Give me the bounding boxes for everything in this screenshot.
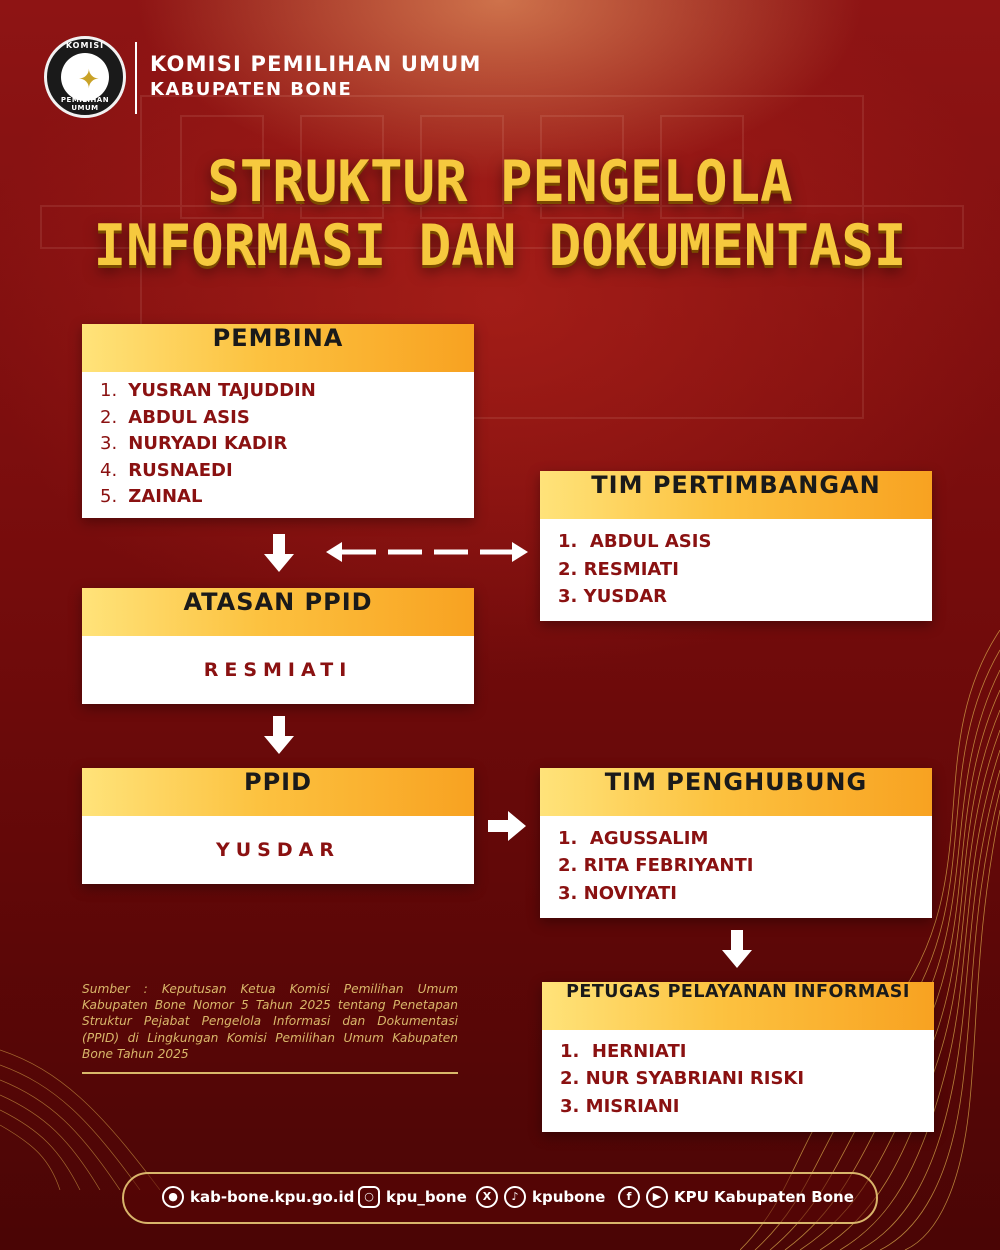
logo-bottom-text: PEMILIHAN UMUM [60,96,110,112]
petugas-heading: PETUGAS PELAYANAN INFORMASI [542,982,934,1030]
page-title-line1: STRUKTUR PENGELOLA [207,148,793,215]
item-number: 2. [558,559,578,580]
kpu-logo [44,36,126,118]
item-number: 3. [558,586,578,607]
pembina-heading: PEMBINA [82,324,474,372]
list-item [560,1068,804,1089]
item-name: RITA FEBRIYANTI [583,855,754,876]
page-title-line2: INFORMASI DAN DOKUMENTASI [93,212,907,279]
atasan-ppid-name: RESMIATI [203,659,353,681]
item-name: NUR SYABRIANI RISKI [585,1068,805,1089]
instagram-icon[interactable]: ○ [358,1186,380,1208]
item-name: HERNIATI [591,1041,687,1062]
logo-top-text: KOMISI [65,41,105,50]
website-link[interactable]: kab-bone.kpu.go.id [190,1188,355,1206]
item-name: RUSNAEDI [128,460,233,481]
item-number: 5. [100,486,118,507]
item-number: 2. [100,407,118,428]
tiktok-icon[interactable]: ♪ [504,1186,526,1208]
gold-wave-decoration [740,630,1000,1250]
item-number: 3. [560,1096,580,1117]
item-number: 1. [558,531,578,552]
item-name: MISRIANI [585,1096,680,1117]
footer-social-bar [122,1172,878,1224]
org-subtitle: KABUPATEN BONE [150,79,353,100]
item-number: 1. [560,1041,580,1062]
list-item [100,460,233,481]
x-icon[interactable]: X [476,1186,498,1208]
item-name: RESMIATI [583,559,679,580]
item-name: NOVIYATI [583,883,677,904]
ppid-name: YUSDAR [216,839,340,861]
arrow-down-icon [264,716,294,754]
org-name: KOMISI PEMILIHAN UMUM [150,52,482,76]
header-divider [135,42,137,114]
list-item [558,855,753,876]
list-item [558,559,679,580]
list-item [100,486,202,507]
item-name: YUSDAR [583,586,668,607]
item-number: 1. [100,380,118,401]
list-item [100,433,287,454]
arrow-right-icon [488,811,526,841]
list-item [100,380,316,401]
arrow-down-icon [722,930,752,968]
fb-youtube-handle[interactable]: KPU Kabupaten Bone [674,1188,854,1206]
item-number: 1. [558,828,578,849]
item-number: 2. [560,1068,580,1089]
tim-pertimbangan-heading: TIM PERTIMBANGAN [540,471,932,519]
tim-penghubung-box [540,768,932,918]
atasan-ppid-heading: ATASAN PPID [82,588,474,636]
x-tiktok-handle[interactable]: kpubone [532,1188,606,1206]
item-number: 4. [100,460,118,481]
garuda-icon: ✦ [78,65,100,95]
tim-pertimbangan-box [540,471,932,621]
item-name: ZAINAL [128,486,203,507]
pembina-box [82,324,474,518]
list-item [558,883,677,904]
source-note: Sumber : Keputusan Ketua Komisi Pemilihan Umum Kabupaten Bone Nomor 5 Tahun 2025 tentang Penetapan Struktur Pejabat Pengelola Informasi dan Dokumentasi (PPID) di Lingkungan Komisi Pemilihan Umum Kabupaten Bone Tahun 2025 [82,982,458,1061]
item-number: 2. [558,855,578,876]
list-item [560,1096,679,1117]
logo-emblem [61,53,109,101]
list-item [558,531,711,552]
ppid-box [82,768,474,884]
source-underline [82,1072,458,1074]
list-item [558,586,667,607]
item-name: ABDUL ASIS [128,407,250,428]
arrow-down-icon [264,534,294,572]
youtube-icon[interactable]: ▶ [646,1186,668,1208]
list-item [558,828,708,849]
ppid-heading: PPID [82,768,474,816]
tim-penghubung-heading: TIM PENGHUBUNG [540,768,932,816]
item-name: AGUSSALIM [589,828,709,849]
item-name: ABDUL ASIS [589,531,712,552]
globe-icon[interactable]: ● [162,1186,184,1208]
list-item [100,407,250,428]
petugas-box [542,982,934,1132]
item-number: 3. [100,433,118,454]
atasan-ppid-box [82,588,474,704]
item-name: NURYADI KADIR [128,433,288,454]
list-item [560,1041,686,1062]
item-number: 3. [558,883,578,904]
facebook-icon[interactable]: f [618,1186,640,1208]
dashed-double-arrow-icon [326,540,528,564]
item-name: YUSRAN TAJUDDIN [128,380,316,401]
instagram-handle[interactable]: kpu_bone [386,1188,467,1206]
